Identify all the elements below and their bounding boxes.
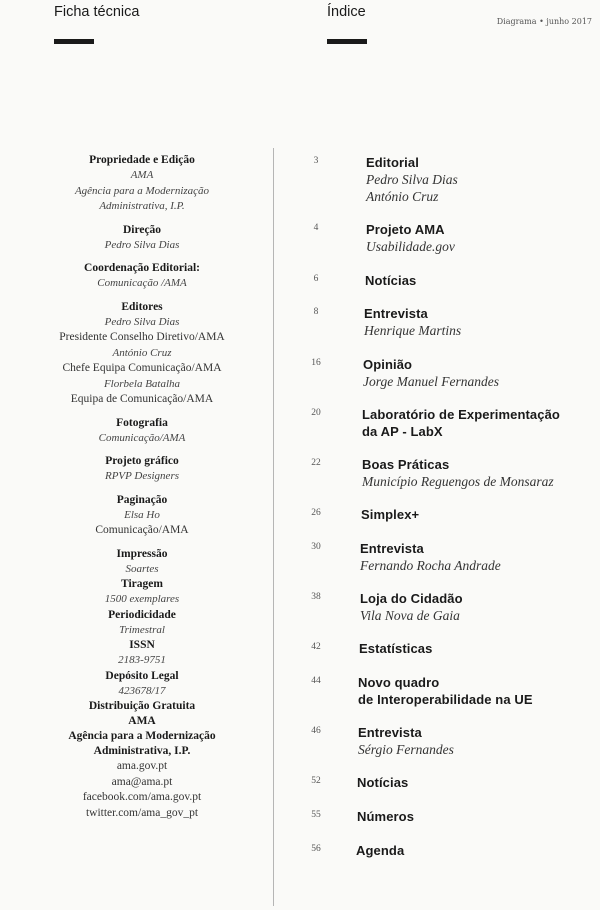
index-subtitle: Jorge Manuel Fernandes xyxy=(363,374,499,389)
index-page: 26 xyxy=(311,508,321,518)
index-page: 4 xyxy=(313,223,319,233)
ficha-value: Pedro Silva Dias xyxy=(104,238,180,251)
ficha-projeto-grafico xyxy=(40,454,244,485)
index-title: Boas Práticas xyxy=(362,457,450,472)
ficha-heading: Ficha técnica xyxy=(54,4,140,20)
ficha-periodicidade xyxy=(40,608,244,639)
ficha-direcao xyxy=(40,223,244,254)
ficha-title: Distribuição Gratuita xyxy=(88,700,196,712)
ficha-value: 1500 exemplares xyxy=(104,593,180,605)
ficha-coordenacao xyxy=(40,261,244,292)
index-page: 44 xyxy=(311,676,321,686)
ama-website: ama.gov.pt xyxy=(116,760,168,772)
index-subtitle: António Cruz xyxy=(366,189,439,204)
ficha-paginacao xyxy=(40,493,244,539)
index-title: Notícias xyxy=(357,775,409,790)
ficha-deposito-legal xyxy=(40,669,244,700)
ficha-title: Projeto gráfico xyxy=(105,455,179,467)
ficha-role: Chefe Equipa Comunicação/AMA xyxy=(62,362,222,374)
ficha-impressao xyxy=(40,547,244,578)
ficha-value: Soartes xyxy=(125,562,159,575)
index-subtitle: Pedro Silva Dias xyxy=(366,172,458,187)
index-title: Agenda xyxy=(356,843,405,858)
index-title: da AP - LabX xyxy=(362,424,443,439)
ficha-value: 2183-9751 xyxy=(118,654,166,666)
ficha-title: Depósito Legal xyxy=(105,669,179,682)
index-subtitle: Fernando Rocha Andrade xyxy=(360,558,501,573)
index-page: 20 xyxy=(311,408,321,418)
ficha-value: Comunicação/AMA xyxy=(98,431,186,444)
index-title: Novo quadro xyxy=(358,675,440,690)
ficha-editores xyxy=(40,300,244,408)
index-title: Opinião xyxy=(363,357,413,372)
ficha-value: Florbela Batalha xyxy=(103,377,181,390)
ama-email: ama@ama.pt xyxy=(111,775,173,788)
ficha-heading-rule xyxy=(54,39,94,44)
index-title: Entrevista xyxy=(364,306,428,321)
index-page: 42 xyxy=(311,642,321,652)
index-title: Entrevista xyxy=(358,725,422,740)
ficha-title: Coordenação Editorial: xyxy=(84,262,200,274)
ficha-title: Fotografia xyxy=(116,416,168,429)
ficha-title: Editores xyxy=(121,300,163,313)
ficha-tecnica xyxy=(40,153,244,829)
ficha-value: Trimestral xyxy=(119,623,165,636)
ficha-value: Pedro Silva Dias xyxy=(104,315,180,328)
index-page: 55 xyxy=(311,810,321,820)
index-page: 52 xyxy=(311,776,321,786)
ficha-role: Presidente Conselho Diretivo/AMA xyxy=(59,331,225,343)
index-title: Estatísticas xyxy=(359,641,433,656)
index-title: Projeto AMA xyxy=(366,222,445,237)
ficha-title: Paginação xyxy=(116,493,168,506)
index-subtitle: Sérgio Fernandes xyxy=(358,742,454,757)
index-heading-rule xyxy=(327,39,367,44)
index-title: Laboratório de Experimentação xyxy=(362,407,560,422)
ama-facebook: facebook.com/ama.gov.pt xyxy=(82,791,202,803)
ficha-title: Direção xyxy=(122,223,162,236)
index-title: Editorial xyxy=(366,155,419,170)
ficha-value: RPVP Designers xyxy=(104,470,180,482)
index-title: Simplex+ xyxy=(361,507,420,522)
ficha-value: 423678/17 xyxy=(118,684,166,697)
index-page: 38 xyxy=(311,592,321,602)
index-subtitle: Usabilidade.gov xyxy=(366,239,455,254)
ficha-title: Periodicidade xyxy=(108,608,176,621)
ficha-ama-contacts xyxy=(40,714,244,821)
ficha-value: Comunicação /AMA xyxy=(97,277,187,289)
ficha-tiragem xyxy=(40,577,244,608)
ficha-value: Elsa Ho xyxy=(124,508,160,521)
column-divider xyxy=(273,148,274,906)
ficha-title: Propriedade e Edição xyxy=(89,154,195,166)
index-title: Entrevista xyxy=(360,541,424,556)
index-page: 6 xyxy=(313,274,319,284)
ficha-title: ISSN xyxy=(129,639,155,651)
ama-name: AMA xyxy=(128,715,156,727)
ama-fullname: Administrativa, I.P. xyxy=(93,745,191,757)
ficha-propriedade xyxy=(40,153,244,215)
index-title: Notícias xyxy=(365,273,417,288)
index-subtitle: Vila Nova de Gaia xyxy=(360,608,460,623)
ficha-issn xyxy=(40,638,244,669)
ficha-role: Comunicação/AMA xyxy=(95,524,189,536)
index-page: 22 xyxy=(311,458,321,468)
ama-twitter: twitter.com/ama_gov_pt xyxy=(85,806,199,819)
index-page: 56 xyxy=(311,844,321,854)
index-page: 30 xyxy=(311,542,321,552)
index-subtitle: Município Reguengos de Monsaraz xyxy=(362,474,554,489)
index-page: 16 xyxy=(311,358,321,368)
ficha-role: Equipa de Comunicação/AMA xyxy=(70,393,214,405)
index-title: de Interoperabilidade na UE xyxy=(358,692,533,707)
ficha-value: António Cruz xyxy=(112,346,172,359)
ficha-value: Administrativa, I.P. xyxy=(99,200,185,212)
ficha-title: Tiragem xyxy=(121,578,163,590)
ficha-title: Impressão xyxy=(116,547,168,560)
ficha-value: Agência para a Modernização xyxy=(74,184,210,197)
ficha-distribuicao xyxy=(40,699,244,714)
index-page: 46 xyxy=(311,726,321,736)
ficha-value: AMA xyxy=(130,169,154,181)
index-title: Loja do Cidadão xyxy=(360,591,463,606)
index-page: 8 xyxy=(313,307,319,317)
ficha-fotografia xyxy=(40,416,244,447)
index-title: Números xyxy=(357,809,415,824)
index-page: 3 xyxy=(313,156,319,166)
issue-label: Diagrama • junho 2017 xyxy=(496,17,592,26)
index-heading: Índice xyxy=(327,4,366,20)
index-subtitle: Henrique Martins xyxy=(364,323,462,338)
ama-fullname: Agência para a Modernização xyxy=(68,730,216,742)
